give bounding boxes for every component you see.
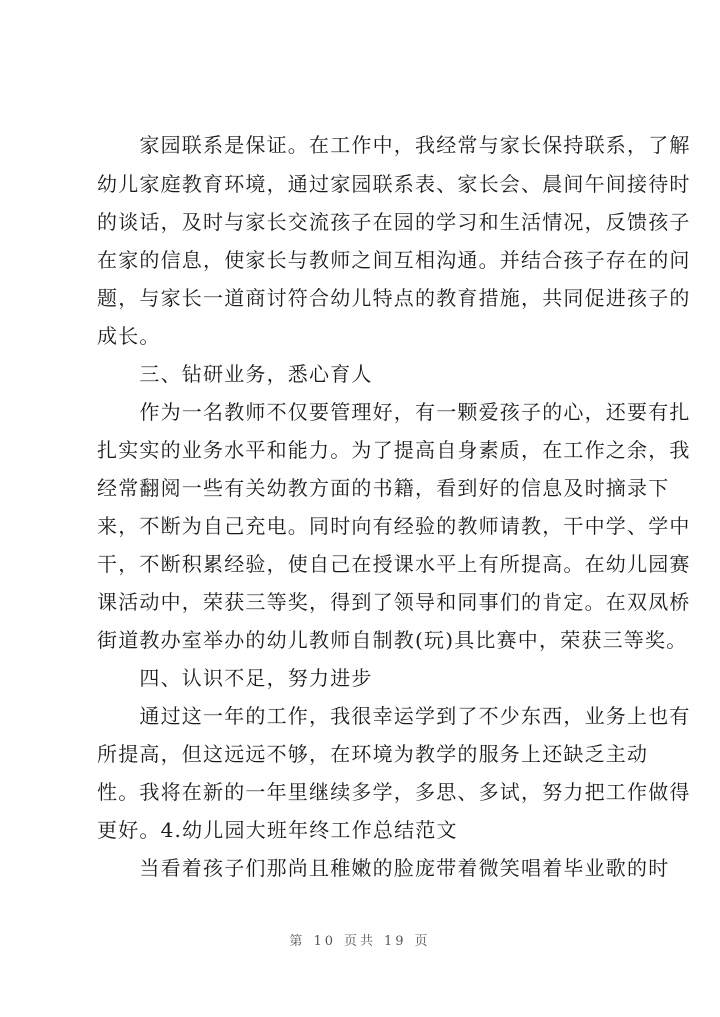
paragraph-line: 通过这一年的工作，我很幸运学到了不少东西，业务上也有 bbox=[97, 704, 691, 728]
section-heading: 四、认识不足，努力进步 bbox=[97, 666, 373, 690]
paragraph-line: 更好。4.幼儿园大班年终工作总结范文 bbox=[97, 818, 458, 842]
paragraph-line: 性。我将在新的一年里继续多学，多思、多试，努力把工作做得 bbox=[97, 780, 691, 804]
paragraph-line: 作为一名教师不仅要管理好，有一颗爱孩子的心，还要有扎 bbox=[97, 400, 691, 424]
paragraph-line: 幼儿家庭教育环境，通过家园联系表、家长会、晨间午间接待时 bbox=[97, 172, 691, 196]
page-label: 第 bbox=[289, 934, 306, 949]
page-end-label: 页 bbox=[414, 934, 431, 949]
page-footer bbox=[0, 930, 720, 949]
paragraph-line: 来，不断为自己充电。同时向有经验的教师请教，干中学、学中 bbox=[97, 514, 691, 538]
paragraph-line: 家园联系是保证。在工作中，我经常与家长保持联系，了解 bbox=[97, 133, 691, 157]
paragraph-line: 经常翻阅一些有关幼教方面的书籍，看到好的信息及时摘录下 bbox=[97, 476, 670, 500]
paragraph-line: 干，不断积累经验，使自己在授课水平上有所提高。在幼儿园赛 bbox=[97, 552, 691, 576]
paragraph-line: 扎实实的业务水平和能力。为了提高自身素质，在工作之余，我 bbox=[97, 438, 691, 462]
paragraph-line: 成长。 bbox=[97, 324, 161, 348]
current-page-number: 10 bbox=[313, 934, 336, 949]
paragraph-line: 课活动中，荣获三等奖，得到了领导和同事们的肯定。在双凤桥 bbox=[97, 590, 691, 614]
total-pages-number: 19 bbox=[384, 934, 407, 949]
paragraph-line: 当看着孩子们那尚且稚嫩的脸庞带着微笑唱着毕业歌的时 bbox=[97, 856, 670, 880]
paragraph-line: 题，与家长一道商讨符合幼儿特点的教育措施，共同促进孩子的 bbox=[97, 286, 691, 310]
paragraph-line: 所提高，但这远远不够，在环境为教学的服务上还缺乏主动 bbox=[97, 742, 649, 766]
paragraph-line: 的谈话，及时与家长交流孩子在园的学习和生活情况，反馈孩子 bbox=[97, 210, 691, 234]
paragraph-line: 在家的信息，使家长与教师之间互相沟通。并结合孩子存在的问 bbox=[97, 248, 691, 272]
section-heading: 三、钻研业务，悉心育人 bbox=[97, 362, 373, 386]
page-middle-label: 页共 bbox=[343, 934, 376, 949]
paragraph-line: 街道教办室举办的幼儿教师自制教(玩)具比赛中，荣获三等奖。 bbox=[97, 628, 688, 652]
